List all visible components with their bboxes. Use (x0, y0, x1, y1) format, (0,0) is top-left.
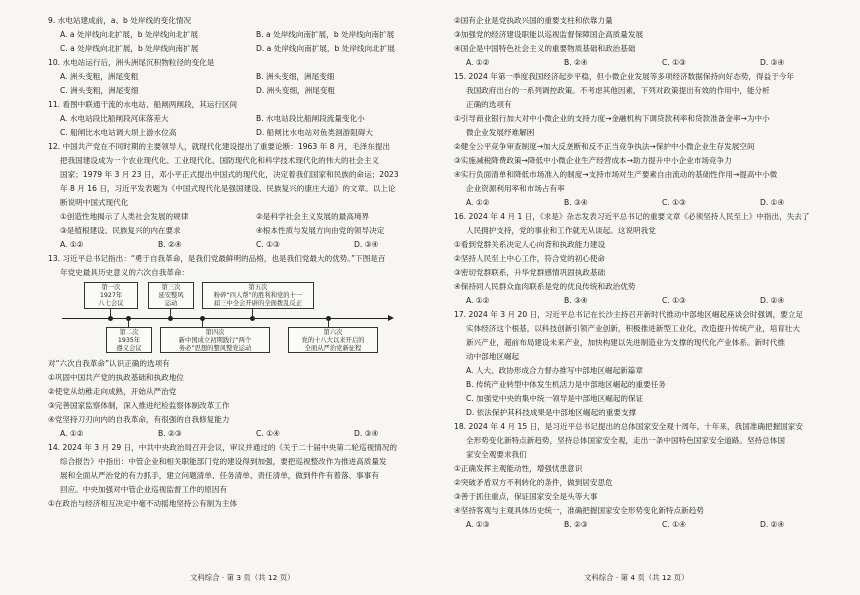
option-c: C. ①④ (662, 520, 686, 529)
timeline-event-third: 第三次 延安整风 运动 (148, 282, 194, 309)
timeline-event-fifth: 第五次 粉碎“四人帮”的胜利和党的十一 届三中全会开辟的全面拨乱反正 (202, 282, 314, 309)
option-c: C. ①③ (662, 58, 686, 67)
timeline-arrow-icon (388, 315, 394, 321)
option-b: B. 传统产业转型中体发生机活力是中部地区崛起的重要任务 (466, 380, 666, 389)
option-c: C. ①④ (256, 429, 280, 438)
option-d: D. a 处岸线向南扩展，b 处岸线向北扩展 (256, 44, 395, 53)
option-a: A. 人大、政协形成合力督办推写中部地区崛起新篇章 (466, 366, 643, 375)
statement-2: ②突破矛盾双方不利转化的条件，做到居安思危 (454, 478, 613, 487)
option-a: A. ①③ (466, 520, 490, 529)
question-stem-line: 我国政府出台的一系列调控政策。不考虑其他因素，下列对政策提出有效的作用中，能分析 (466, 86, 770, 95)
question-9 (48, 14, 452, 56)
page-footer-right: 文科综合 · 第 4 页（共 12 页） (584, 573, 689, 582)
statement-1: ①创造性地揭示了人类社会发展的规律 (60, 212, 189, 221)
option-a: A. ①② (466, 296, 490, 305)
question-stem-line: 家安全观要求我们 (466, 450, 527, 459)
option-b: B. a 处岸线向南扩展，b 处岸线向南扩展 (256, 30, 395, 39)
option-b: B. 水电站段比船闸段流量变化小 (256, 114, 365, 123)
question-17 (454, 308, 858, 420)
statement-3: ③密切党群联系，升华党群感情巩固执政基础 (454, 268, 606, 277)
question-stem-line: 正确的选项有 (466, 100, 512, 109)
option-b: B. 洲头变细，洲尾变细 (256, 72, 335, 81)
question-stem-line: 人民拥护支持，党的事业和工作就无从谈起。这说明我党 (466, 226, 656, 235)
question-stem-line: 新兴产业，超前布局建设未来产业，加快构建以先进制造业为支撑的现代化产业体系。新时代推 (466, 338, 785, 347)
option-b: B. ②④ (564, 58, 588, 67)
statement-4: ④根本性质与发展方向由党的领导决定 (256, 226, 385, 235)
statement-4: ④党坚持刀刃向内的自我革命，有很强的自我修复能力 (48, 415, 230, 424)
statement-1: ①正确发挥主观能动性，增强忧患意识 (454, 464, 583, 473)
page-footer-left: 文科综合 · 第 3 页（共 12 页） (190, 573, 295, 582)
left-column (48, 14, 452, 511)
option-d: D. ③④ (354, 240, 379, 249)
timeline-event-second: 第二次 1935年 遵义会议 (106, 327, 152, 353)
statement-4: ④国企是中国特色社会主义的重要物质基础和政治基础 (454, 44, 636, 53)
statement-1-cont: 微企业发展纾难解困 (466, 128, 535, 137)
question-stem-line: 13. 习近平总书记指出：“勇于自我革命，是我们党最鲜明的品格，也是我们党最大的优势。”下图是百 (48, 254, 386, 263)
question-stem-line: 18. 2024 年 4 月 15 日，是习近平总书记提出的总体国家安全观十周年。十年来，我国准确把握国家安 (454, 422, 803, 431)
statement-1: ①看到党群关系决定人心向背和执政能力建设 (454, 240, 606, 249)
question-15 (454, 70, 858, 210)
question-stem-line: 回应。中央加强对中管企业巡视监督工作的原因有 (60, 485, 228, 494)
option-b: B. ③④ (564, 296, 588, 305)
question-stem: 10. 水电站运行后，洲头洲尾沉积物粒径的变化是 (48, 58, 215, 67)
question-stem-line: 年党史最具历史意义的六次自我革命： (60, 268, 190, 277)
question-stem-line: 实体经济这个根基，以科技创新引领产业创新，积极推进新型工业化，改造提升传统产业，培育壮大 (466, 324, 801, 333)
option-a: A. 洲头变粗，洲尾变粗 (60, 72, 139, 81)
option-d: D. ②④ (760, 296, 785, 305)
right-column (454, 14, 858, 532)
option-b: B. ②④ (158, 240, 182, 249)
statement-3: ③完善国家监察体制，深入推进纪检监察体制改革工作 (48, 401, 230, 410)
question-16 (454, 210, 858, 308)
option-d: D. 依法保护其科技成果是中部地区崛起的重要支撑 (466, 408, 637, 417)
option-c: C. 加强党中央的集中统一领导是中部地区崛起的保证 (466, 394, 644, 403)
statement-4: ④保持同人民群众血肉联系是党的优良传统和政治优势 (454, 282, 636, 291)
option-d: D. ③④ (760, 58, 785, 67)
option-b: B. ③④ (564, 198, 588, 207)
statement-4: ④实行负面清单和降低市场准入的制度→支持市场对生产要素自由流动的基础性作用→提高中小微 (454, 170, 778, 179)
question-stem-line: 年 8 月 16 日，习近平发表题为《中国式现代化是强国建设、民族复兴的康庄大道》的文章。以上论 (60, 184, 396, 193)
option-c: C. 洲头变粗，洲尾变细 (60, 86, 139, 95)
statement-2: ②国有企业是党执政兴国的重要支柱和依靠力量 (454, 16, 613, 25)
question-stem-line: 动中部地区崛起 (466, 352, 520, 361)
statement-3: ③是植根建设、民族复兴的内在要求 (60, 226, 181, 235)
statement-1: ①巩固中国共产党的执政基础和执政地位 (48, 373, 184, 382)
question-stem-line: 16. 2024 年 4 月 1 日，《求是》杂志发表习近平总书记的重要文章《必须坚持人民至上》中指出，失去了 (454, 212, 810, 221)
option-d: D. ②④ (760, 520, 785, 529)
question-stem: 11. 看图中联通干流的水电站、船闸两闸段，其运行区间 (48, 100, 238, 109)
statement-3: ③实施减税降费政策→降低中小微企业生产经营成本→助力提升中小企业市场竞争力 (454, 156, 732, 165)
question-11 (48, 98, 452, 140)
option-a: A. 水电站段比船闸段河床落差大 (60, 114, 169, 123)
option-d: D. 船闸比水电站对鱼类洄游阻碍大 (256, 128, 373, 137)
option-b: B. ②③ (564, 520, 588, 529)
statement-4: ④坚持客观与主观具体历史统一，准确把握国家安全形势变化新特点新趋势 (454, 506, 704, 515)
question-13 (48, 252, 452, 441)
question-stem-line: 15. 2024 年第一季度我国经济起步平稳，但小微企业发展等多项经济数据保持向好态势，得益于今年 (454, 72, 794, 81)
option-b: B. ②③ (158, 429, 182, 438)
option-a: A. a 处岸线向北扩展，b 处岸线向北扩展 (60, 30, 199, 39)
option-c: C. ①③ (662, 296, 686, 305)
question-18 (454, 420, 858, 532)
question-stem-line: 把我国建设成为一个农业现代化、工业现代化、国防现代化和科学技术现代化的伟大的社会主义 (60, 156, 379, 165)
question-prompt: 对“六次自我革命”认识正确的选项有 (48, 359, 170, 368)
option-d: D. ③④ (354, 429, 379, 438)
question-14-continued (454, 14, 858, 70)
question-stem-line: 国家；1979 年 3 月 23 日，邓小平正式提出中国式的现代化，决定着我们国家和民族的命运；2023 (60, 170, 399, 179)
option-d: D. ①④ (760, 198, 785, 207)
question-10 (48, 56, 452, 98)
statement-3: ③加强党的经济建设职能以巡视监督保障国企高质量发展 (454, 30, 644, 39)
question-stem-line: 14. 2024 年 3 月 29 日，中共中央政治局召开会议，审议并通过的《关于二十届中央第二轮巡视情况的 (48, 443, 397, 452)
question-12 (48, 140, 452, 252)
option-c: C. 船闸比水电站调大坝上游水位高 (60, 128, 177, 137)
timeline-event-sixth: 第六次 党的十八大以来开启的 全面从严治党新征程 (288, 327, 378, 353)
option-c: C. ①③ (662, 198, 686, 207)
statement-2: ②坚持人民至上中心工作，符合党的初心使命 (454, 254, 606, 263)
statement-1: ①引导商业银行加大对中小微企业的支持力度→金融机构下调贷款利率和贷款准备金率→为中小 (454, 114, 770, 123)
option-a: A. ①② (466, 58, 490, 67)
statement-2: ②是科学社会主义发展的最高境界 (256, 212, 370, 221)
question-stem-line: 17. 2024 年 3 月 20 日，习近平总书记在长沙主持召开新时代推动中部地区崛起座谈会时强调，要立足 (454, 310, 803, 319)
statement-4-cont: 企业资源利用率和市场占有率 (466, 184, 565, 193)
question-stem-line: 断说明中国式现代化 (60, 198, 129, 207)
option-a: A. ①② (60, 429, 84, 438)
statement-2: ②使党从幼稚走向成熟，开始从严治党 (48, 387, 177, 396)
timeline-event-first: 第一次 1927年 八七会议 (84, 282, 138, 309)
option-a: A. ①② (466, 198, 490, 207)
option-c: C. a 处岸线向北扩展，b 处岸线向南扩展 (60, 44, 199, 53)
question-stem-line: 全形势变化新特点新趋势，坚持总体国家安全观，走出一条中国特色国家安全道路。坚持总体国 (466, 436, 785, 445)
option-a: A. ①② (60, 240, 84, 249)
question-stem-line: 展和全面从严治党的有力抓手，建立问题清单、任务清单、责任清单，做到件件有着落、事事有 (60, 471, 379, 480)
timeline-event-fourth: 第四次 新中国成立初期践行“两个 务必”思想的整风整党运动 (160, 327, 270, 353)
question-stem-line: 12. 中国共产党在不同时期的主要领导人，就现代化建设提出了重要论断：1963 年 8 月，毛泽东提出 (48, 142, 391, 151)
option-c: C. ①③ (256, 240, 280, 249)
self-revolution-timeline (62, 282, 392, 354)
question-stem: 9. 水电站建成前，a、b 处岸线的变化情况 (48, 16, 192, 25)
question-14 (48, 441, 452, 511)
statement-2: ②健全公平竞争审查制度→加大反垄断和反不正当竞争执法→保护中小微企业生存发展空间 (454, 142, 755, 151)
statement-3: ③善于抓住重点，保证国家安全是头等大事 (454, 492, 598, 501)
option-d: D. 洲头变细，洲尾变粗 (256, 86, 336, 95)
statement-1: ①在政治与经济相互决定中毫不动摇地坚持公有制为主体 (48, 499, 238, 508)
question-stem-line: 综合报告》中指出：中管企业和相关职能部门党的建设得到加强，要把巡视整改作为推进高质量发 (60, 457, 387, 466)
